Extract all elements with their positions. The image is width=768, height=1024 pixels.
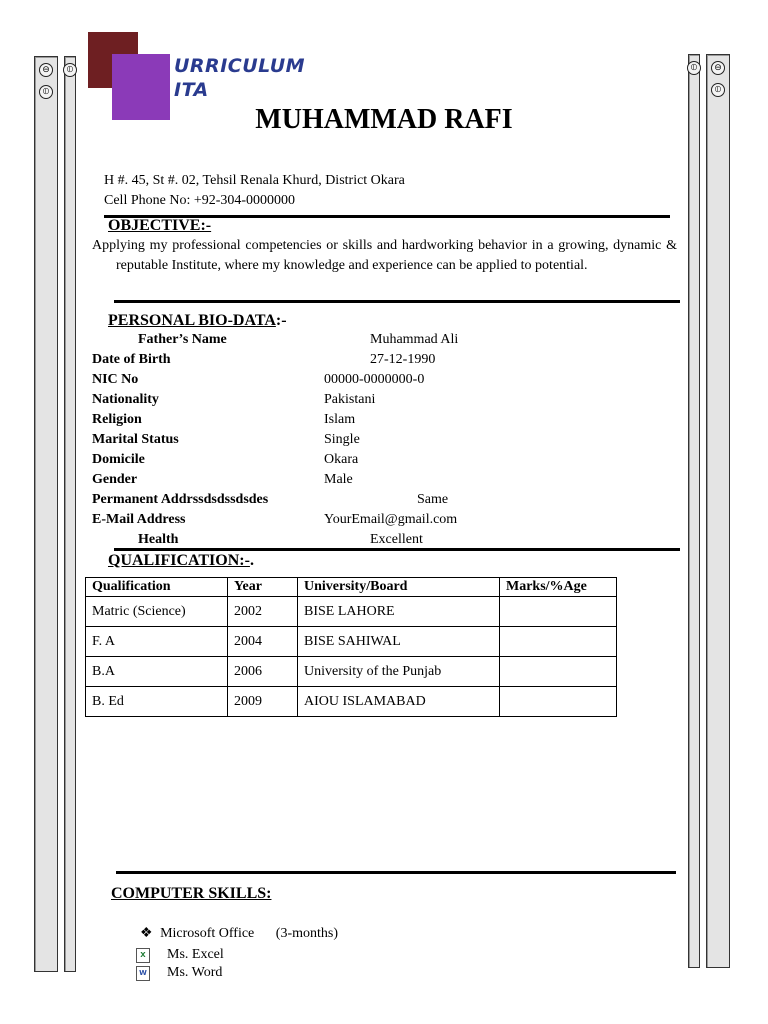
logo-line-1: URRICULUM	[174, 55, 306, 77]
bio-value: Single	[324, 432, 360, 447]
table-cell: Matric (Science)	[86, 597, 228, 627]
bio-label: Permanent Addrssdsdssdsdes	[92, 492, 269, 507]
bio-value: 27-12-1990	[370, 352, 436, 367]
divider	[116, 871, 676, 874]
column-header: Year	[228, 578, 298, 597]
screw-icon: ⦶	[63, 63, 77, 77]
bio-label: Nationality	[92, 392, 159, 407]
bio-label: NIC No	[92, 372, 139, 387]
diamond-bullet-icon: ❖	[140, 926, 153, 941]
phone-text: Cell Phone No: +92-304-0000000	[104, 193, 296, 208]
table-row	[86, 627, 617, 657]
logo-text	[174, 54, 305, 102]
bio-value: Muhammad Ali	[370, 332, 459, 347]
skills-heading	[111, 885, 271, 903]
skill-main-label: Microsoft Office	[160, 926, 255, 941]
bio-value: Pakistani	[324, 392, 376, 407]
bio-label: Health	[138, 532, 179, 547]
qualification-title: QUALIFICATION:-	[108, 552, 250, 569]
bio-row	[92, 450, 652, 470]
screw-icon: ⊖	[39, 63, 53, 77]
screw-icon: ⦶	[711, 83, 725, 97]
table-cell: AIOU ISLAMABAD	[298, 687, 500, 717]
table-cell: University of the Punjab	[298, 657, 500, 687]
table-cell: 2002	[228, 597, 298, 627]
table-cell	[500, 687, 617, 717]
bio-title-suffix: :-	[275, 312, 287, 329]
skills-title: COMPUTER SKILLS:	[111, 885, 272, 902]
bio-row	[92, 430, 652, 450]
bio-value: Same	[417, 492, 449, 507]
bio-row	[92, 390, 652, 410]
bio-label: Marital Status	[92, 432, 179, 447]
word-file-icon: W	[136, 966, 150, 981]
bio-value: Male	[324, 472, 353, 487]
bio-label: Religion	[92, 412, 142, 427]
skill-item: Ms. Word	[167, 965, 223, 980]
bio-row	[92, 470, 652, 490]
bio-row	[92, 410, 652, 430]
bio-heading	[108, 312, 287, 330]
bio-value: 00000-0000000-0	[324, 372, 425, 387]
table-cell	[500, 627, 617, 657]
bio-label: Father’s Name	[138, 332, 227, 347]
table-cell: 2009	[228, 687, 298, 717]
objective-heading	[108, 217, 211, 235]
table-row	[86, 657, 617, 687]
table-cell: 2006	[228, 657, 298, 687]
bio-value: YourEmail@gmail.com	[324, 512, 458, 527]
table-cell: F. A	[86, 627, 228, 657]
bio-row	[92, 350, 652, 370]
left-binder-rail	[34, 56, 58, 972]
table-cell: BISE LAHORE	[298, 597, 500, 627]
screw-icon: ⦶	[687, 61, 701, 75]
bio-title: PERSONAL BIO-DATA	[108, 312, 276, 329]
column-header: Qualification	[86, 578, 228, 597]
table-cell	[500, 657, 617, 687]
table-row	[86, 597, 617, 627]
table-cell: B. Ed	[86, 687, 228, 717]
left-binder-rail-thin	[64, 56, 76, 972]
qualification-heading	[108, 552, 254, 570]
table-header-row	[86, 578, 617, 597]
qualification-title-suffix: .	[249, 552, 254, 569]
table-cell	[500, 597, 617, 627]
table-cell: B.A	[86, 657, 228, 687]
logo-line-2: ITA	[174, 79, 209, 101]
skill-duration: (3-months)	[275, 926, 338, 941]
qualification-table	[85, 577, 617, 717]
excel-file-icon: X	[136, 948, 150, 963]
screw-icon: ⊖	[711, 61, 725, 75]
bio-row	[92, 330, 652, 350]
bio-value: Excellent	[370, 532, 423, 547]
right-binder-rail-thin	[688, 54, 700, 968]
skill-main	[140, 925, 338, 943]
objective-title: OBJECTIVE:-	[108, 217, 212, 234]
contact-block	[104, 171, 405, 211]
bio-value: Islam	[324, 412, 356, 427]
bio-label: E-Mail Address	[92, 512, 186, 527]
bio-label: Date of Birth	[92, 352, 171, 367]
bio-row	[92, 370, 652, 390]
screw-icon: ⦶	[39, 85, 53, 99]
table-cell: 2004	[228, 627, 298, 657]
bio-row	[92, 530, 652, 550]
bio-row	[92, 490, 652, 510]
address-text: H #. 45, St #. 02, Tehsil Renala Khurd, District Okara	[104, 173, 405, 188]
skill-item: Ms. Excel	[167, 947, 224, 962]
divider	[114, 548, 680, 551]
table-row	[86, 687, 617, 717]
bio-label: Gender	[92, 472, 138, 487]
column-header: University/Board	[298, 578, 500, 597]
bio-value: Okara	[324, 452, 359, 467]
objective-text: Applying my professional competencies or skills and hardworking behavior in a growing, dynamic & reputable Institute, where my knowledge and experience can be applied to potential.	[92, 238, 677, 273]
candidate-name: MUHAMMAD RAFI	[255, 104, 513, 135]
column-header: Marks/%Age	[500, 578, 617, 597]
bio-row	[92, 510, 652, 530]
right-binder-rail	[706, 54, 730, 968]
table-cell: BISE SAHIWAL	[298, 627, 500, 657]
bio-label: Domicile	[92, 452, 145, 467]
divider	[114, 300, 680, 303]
